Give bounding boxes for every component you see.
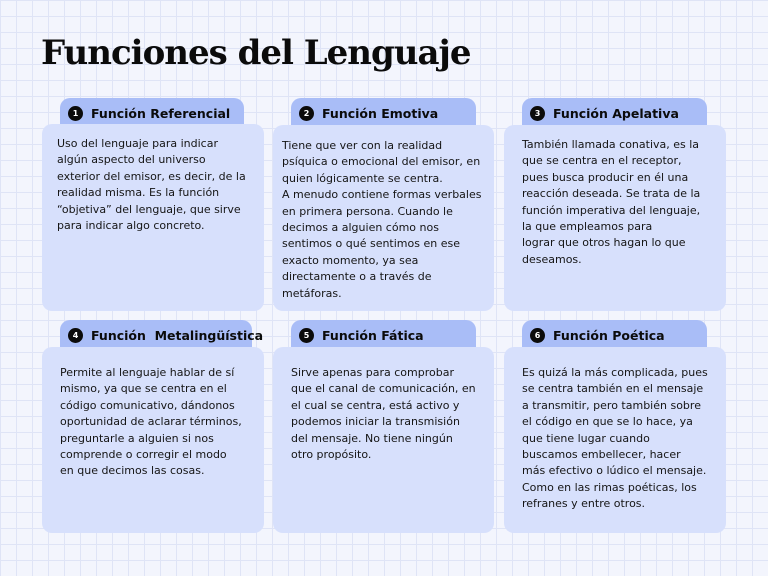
card-funcion-referencial (42, 98, 264, 311)
card-tab (522, 320, 707, 350)
card-funcion-poetica (504, 320, 726, 533)
card-funcion-emotiva (273, 98, 494, 311)
number-badge: 5 (299, 328, 314, 343)
card-title: Función Metalingüística (91, 327, 264, 343)
card-funcion-apelativa (504, 98, 726, 311)
card-tab (60, 320, 264, 350)
card-body: Sirve apenas para comprobar que el canal de comunicación, en el cual se centra, está activo y podemos iniciar la transmisión del mensaje. No tiene ningún otro propósito. (273, 347, 494, 533)
card-body: Uso del lenguaje para indicar algún aspecto del universo exterior del emisor, es decir, de la realidad misma. Es la función “objetiva” del lenguaje, que sirve para indicar algo concreto. (42, 124, 264, 311)
card-funcion-metalinguistica (42, 320, 264, 533)
card-tab (522, 98, 707, 128)
card-body: También llamada conativa, es la que se centra en el receptor, pues busca producir en él una reacción deseada. Se trata de la función imperativa del lenguaje, la que empleamos para lograr que otros hagan lo que deseamos. (504, 125, 726, 311)
card-body: Es quizá la más complicada, pues se centra también en el mensaje a transmitir, pero también sobre el código en que se lo hace, ya que tiene lugar cuando buscamos embellecer, hacer más efectivo o lúdico el mensaje. Como en las rimas poéticas, los refranes y entre otros. (504, 347, 726, 533)
number-badge: 3 (530, 106, 545, 121)
card-tab (291, 98, 476, 128)
card-funcion-fatica (273, 320, 494, 533)
card-body: Permite al lenguaje hablar de sí mismo, ya que se centra en el código comunicativo, dándonos oportunidad de aclarar términos, preguntarle a alguien si nos comprende o corregir el modo en que decimos las cosas. (42, 347, 264, 533)
card-title: Función Fática (322, 327, 424, 343)
card-title: Función Apelativa (553, 105, 679, 121)
number-badge: 4 (68, 328, 83, 343)
card-title: Función Referencial (91, 105, 231, 121)
card-title: Función Emotiva (322, 105, 439, 121)
card-body: Tiene que ver con la realidad psíquica o emocional del emisor, en quien lógicamente se centra. A menudo contiene formas verbales en primera persona. Cuando le decimos a alguien cómo nos sentimos o qué sentimos en ese exacto momento, ya sea directamente o a través de metáforas. (273, 125, 494, 311)
number-badge: 1 (68, 106, 83, 121)
page-title: Funciones del Lenguaje (41, 33, 471, 73)
card-title: Función Poética (553, 327, 665, 343)
number-badge: 6 (530, 328, 545, 343)
number-badge: 2 (299, 106, 314, 121)
card-tab (291, 320, 476, 350)
